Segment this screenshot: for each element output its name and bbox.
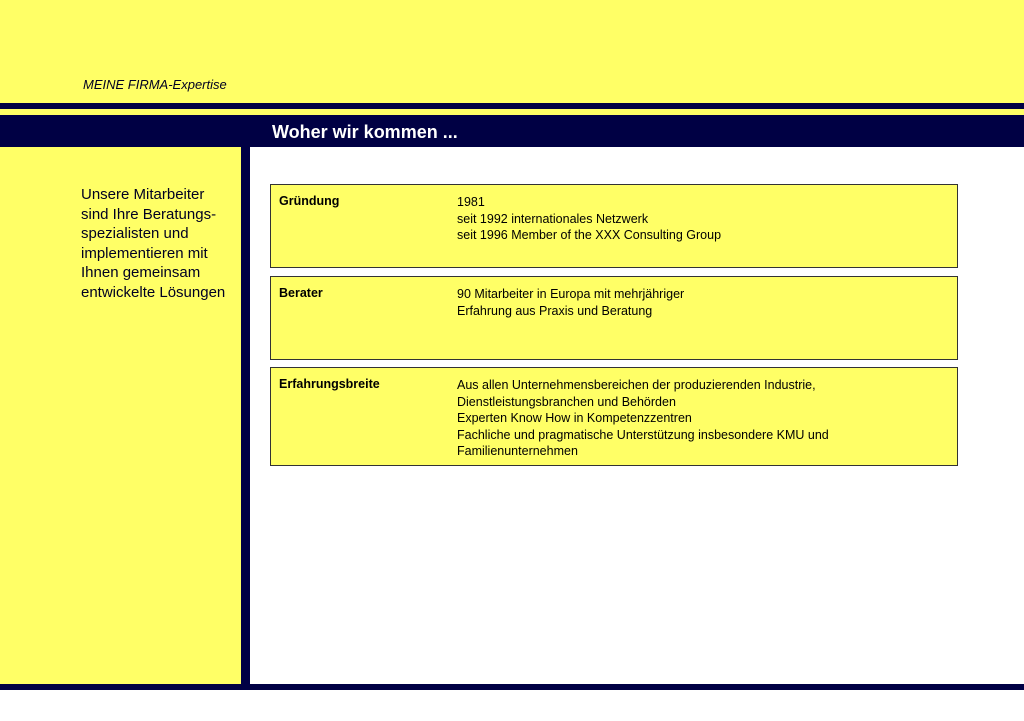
content-line: Aus allen Unternehmensbereichen der produzierenden Industrie, — [457, 378, 816, 392]
section-erfahrungsbreite — [270, 367, 958, 466]
section-label: Erfahrungsbreite — [279, 377, 380, 391]
sidebar-divider — [241, 147, 250, 684]
content-line: 1981 — [457, 195, 485, 209]
section-content — [457, 377, 947, 460]
content-line: Fachliche und pragmatische Unterstützung insbesondere KMU und — [457, 427, 829, 442]
content-line: seit 1992 internationales Netzwerk — [457, 211, 649, 226]
title-bar — [0, 115, 1024, 147]
section-berater — [270, 276, 958, 360]
section-label: Gründung — [279, 194, 340, 208]
section-content — [457, 286, 947, 319]
content-line: Familienunternehmen — [457, 444, 578, 459]
content-line: Experten Know How in Kompetenzzentren — [457, 411, 692, 426]
content-line: 90 Mitarbeiter in Europa mit mehrjähriger — [457, 287, 685, 301]
content-line: seit 1996 Member of the XXX Consulting Group — [457, 228, 722, 243]
section-gruendung — [270, 184, 958, 268]
content-line: Dienstleistungsbranchen und Behörden — [457, 394, 676, 409]
sidebar-text: Unsere Mitarbeiter sind Ihre Beratungs-spezialisten und implementieren mit Ihnen gemeinsam entwickelte Lösungen — [81, 186, 226, 301]
section-label: Berater — [279, 286, 323, 300]
page-title: Woher wir kommen ... — [272, 122, 458, 142]
footer-divider — [0, 684, 1024, 690]
content-line: Erfahrung aus Praxis und Beratung — [457, 303, 653, 318]
section-content — [457, 194, 947, 244]
brand-title: MEINE FIRMA-Expertise — [83, 77, 227, 92]
